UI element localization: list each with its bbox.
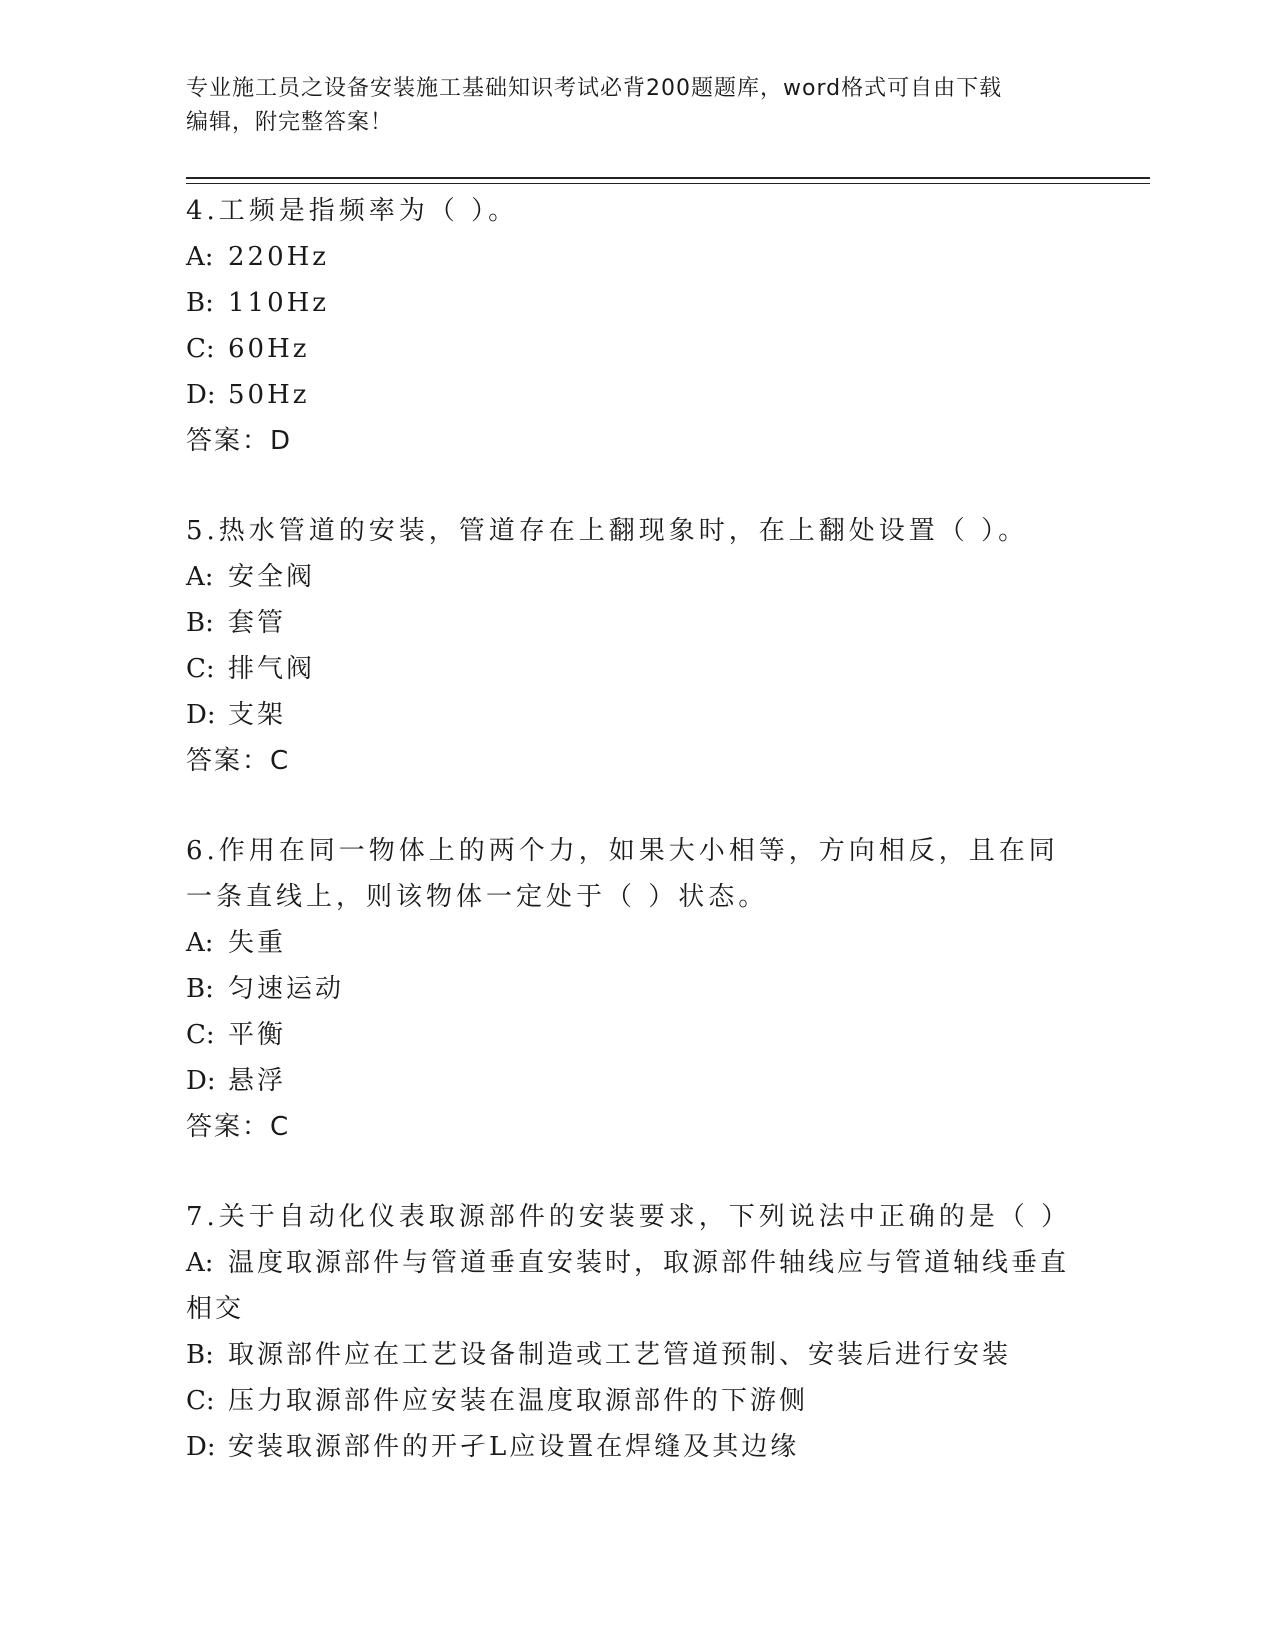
option-a xyxy=(186,920,1086,966)
option-key: C: xyxy=(186,334,215,364)
question-text: 5.热水管道的安装，管道存在上翻现象时，在上翻处设置（ ）。 xyxy=(186,516,1029,546)
option-text: 匀速运动 xyxy=(228,974,345,1004)
option-c xyxy=(186,646,1086,692)
option-key: A: xyxy=(186,1248,214,1278)
question-5 xyxy=(186,508,1086,784)
option-key: A: xyxy=(186,242,214,272)
document-header xyxy=(186,72,1066,140)
option-c xyxy=(186,326,1086,372)
option-text: 220Hz xyxy=(228,242,329,272)
option-key: D: xyxy=(186,1066,216,1096)
question-text: 4.工频是指频率为（ ）。 xyxy=(186,196,519,226)
option-key: C: xyxy=(186,654,215,684)
option-d xyxy=(186,1058,1086,1104)
option-b xyxy=(186,966,1086,1012)
header-rule-thin xyxy=(186,183,1150,184)
option-text: 取源部件应在工艺设备制造或工艺管道预制、安装后进行安装 xyxy=(228,1340,1012,1370)
option-c xyxy=(186,1378,1086,1424)
header-line-1: 专业施工员之设备安装施工基础知识考试必背200题题库，word格式可自由下载 xyxy=(186,76,1003,101)
option-text: 平衡 xyxy=(228,1020,287,1050)
option-d xyxy=(186,1424,1086,1470)
header-line-2: 编辑，附完整答案！ xyxy=(186,110,394,135)
answer-line: 答案：C xyxy=(186,746,291,776)
option-key: B: xyxy=(186,608,214,638)
option-key: D: xyxy=(186,1432,216,1462)
option-key: A: xyxy=(186,928,214,958)
question-text: 6.作用在同一物体上的两个力，如果大小相等，方向相反，且在同一条直线上，则该物体一定处于（ ）状态。 xyxy=(186,836,1059,912)
option-key: B: xyxy=(186,288,214,318)
option-text: 失重 xyxy=(228,928,287,958)
option-text: 排气阀 xyxy=(228,654,316,684)
option-d xyxy=(186,692,1086,738)
question-7 xyxy=(186,1194,1086,1470)
option-b xyxy=(186,280,1086,326)
option-text: 悬浮 xyxy=(228,1066,287,1096)
option-b xyxy=(186,1332,1086,1378)
option-key: D: xyxy=(186,700,216,730)
option-c xyxy=(186,1012,1086,1058)
option-b xyxy=(186,600,1086,646)
option-key: D: xyxy=(186,380,216,410)
option-key: B: xyxy=(186,1340,214,1370)
option-text: 支架 xyxy=(228,700,287,730)
option-text: 50Hz xyxy=(228,380,310,410)
option-text: 安装取源部件的开孑L应设置在焊缝及其边缘 xyxy=(228,1432,800,1462)
option-text: 套管 xyxy=(228,608,287,638)
option-a xyxy=(186,1240,1086,1332)
option-text: 温度取源部件与管道垂直安装时，取源部件轴线应与管道轴线垂直相交 xyxy=(186,1248,1070,1324)
option-text: 110Hz xyxy=(228,288,329,318)
answer-line: 答案：D xyxy=(186,426,293,456)
question-text: 7.关于自动化仪表取源部件的安装要求，下列说法中正确的是（ ） xyxy=(186,1202,1072,1232)
answer-line: 答案：C xyxy=(186,1112,291,1142)
option-a xyxy=(186,554,1086,600)
option-d xyxy=(186,372,1086,418)
header-rule-thick xyxy=(186,177,1150,179)
option-key: C: xyxy=(186,1386,215,1416)
option-text: 安全阀 xyxy=(228,562,316,592)
option-a xyxy=(186,234,1086,280)
question-4 xyxy=(186,188,1086,464)
question-6 xyxy=(186,828,1086,1150)
option-key: B: xyxy=(186,974,214,1004)
question-list xyxy=(186,188,1086,1514)
option-key: C: xyxy=(186,1020,215,1050)
option-text: 60Hz xyxy=(228,334,310,364)
option-key: A: xyxy=(186,562,214,592)
option-text: 压力取源部件应安装在温度取源部件的下游侧 xyxy=(228,1386,809,1416)
